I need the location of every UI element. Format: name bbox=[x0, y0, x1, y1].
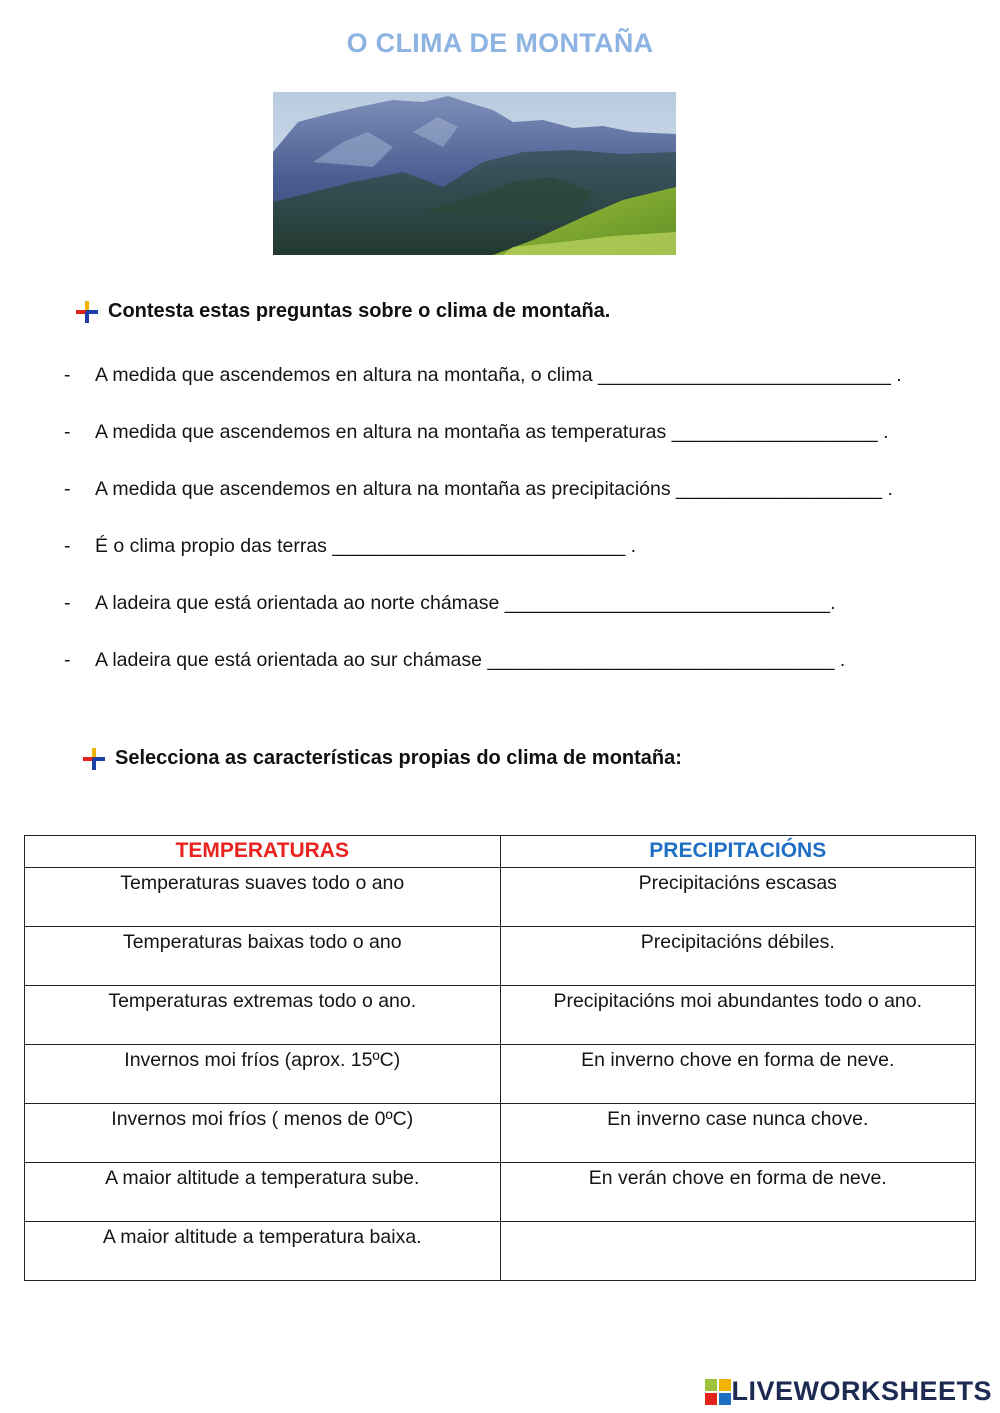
table-row bbox=[25, 927, 976, 986]
logo-grid-icon bbox=[705, 1379, 731, 1405]
precipitation-option[interactable]: Precipitacións escasas bbox=[500, 868, 976, 927]
section1-heading bbox=[76, 300, 610, 323]
question-5[interactable]: - A ladeira que está orientada ao norte chámase ______________________________. bbox=[64, 592, 836, 614]
precipitation-option[interactable]: En verán chove en forma de neve. bbox=[500, 1163, 976, 1222]
table-row bbox=[25, 1163, 976, 1222]
section2-heading bbox=[83, 747, 682, 770]
table-row bbox=[25, 1222, 976, 1281]
question-4[interactable]: - É o clima propio das terras ___________________________ . bbox=[64, 535, 637, 557]
table-row bbox=[25, 1104, 976, 1163]
question-6[interactable]: - A ladeira que está orientada ao sur chámase ________________________________ . bbox=[64, 649, 846, 671]
temperature-option[interactable]: Temperaturas suaves todo o ano bbox=[25, 868, 501, 927]
empty-cell bbox=[500, 1222, 976, 1281]
logo-text: LIVEWORKSHEETS bbox=[731, 1376, 992, 1406]
header-precipitacions: PRECIPITACIÓNS bbox=[500, 836, 976, 868]
table-header-row bbox=[25, 836, 976, 868]
table-row bbox=[25, 868, 976, 927]
precipitation-option[interactable]: En inverno case nunca chove. bbox=[500, 1104, 976, 1163]
precipitation-option[interactable]: Precipitacións moi abundantes todo o ano. bbox=[500, 986, 976, 1045]
bullet-star-icon bbox=[83, 748, 105, 770]
section1-heading-text: Contesta estas preguntas sobre o clima de montaña. bbox=[108, 300, 611, 322]
temperature-option[interactable]: Temperaturas extremas todo o ano. bbox=[25, 986, 501, 1045]
liveworksheets-logo bbox=[705, 1376, 992, 1407]
page-title: O CLIMA DE MONTAÑA bbox=[346, 28, 654, 58]
mountain-photo bbox=[273, 92, 676, 255]
question-3[interactable]: - A medida que ascendemos en altura na montaña as precipitacións ___________________ . bbox=[64, 478, 893, 500]
temperature-option[interactable]: Invernos moi fríos (aprox. 15ºC) bbox=[25, 1045, 501, 1104]
precipitation-option[interactable]: En inverno chove en forma de neve. bbox=[500, 1045, 976, 1104]
table-row bbox=[25, 986, 976, 1045]
bullet-star-icon bbox=[76, 301, 98, 323]
question-2[interactable]: - A medida que ascendemos en altura na montaña as temperaturas ___________________ . bbox=[64, 421, 889, 443]
characteristics-table bbox=[24, 835, 976, 1281]
section2-heading-text: Selecciona as características propias do clima de montaña: bbox=[115, 747, 682, 769]
header-temperaturas: TEMPERATURAS bbox=[25, 836, 501, 868]
temperature-option[interactable]: Invernos moi fríos ( menos de 0ºC) bbox=[25, 1104, 501, 1163]
question-1[interactable]: - A medida que ascendemos en altura na montaña, o clima ___________________________ . bbox=[64, 364, 902, 386]
temperature-option[interactable]: Temperaturas baixas todo o ano bbox=[25, 927, 501, 986]
temperature-option[interactable]: A maior altitude a temperatura sube. bbox=[25, 1163, 501, 1222]
precipitation-option[interactable]: Precipitacións débiles. bbox=[500, 927, 976, 986]
temperature-option[interactable]: A maior altitude a temperatura baixa. bbox=[25, 1222, 501, 1281]
table-row bbox=[25, 1045, 976, 1104]
